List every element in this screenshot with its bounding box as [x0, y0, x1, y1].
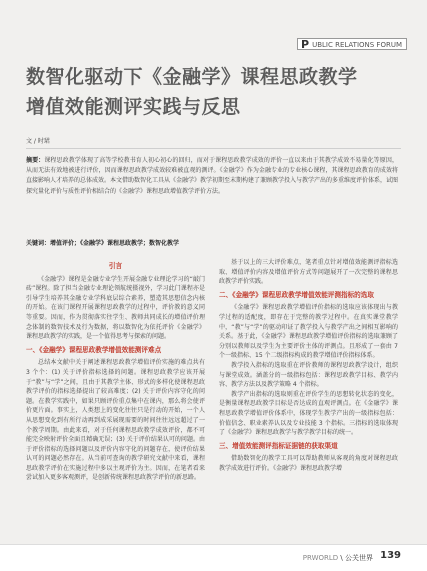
heading-section-2: 二、《金融学》课程思政教学增值效能评测指标的选取	[219, 290, 374, 299]
right-column	[219, 258, 398, 473]
keywords-label: 关键词：	[26, 240, 51, 247]
page-number: 139	[380, 550, 401, 561]
heading-section-3: 三、增值效能测评指标证据链的获取渠道	[219, 441, 338, 450]
author-byline: 文 / 时珺	[26, 138, 50, 145]
abstract-label: 摘要：	[26, 157, 45, 164]
column-header	[297, 38, 407, 50]
page-footer	[0, 544, 427, 571]
heading-intro: 引言	[108, 262, 123, 270]
heading-section-1: 一、《金融学》课程思政教学增值效能测评难点	[26, 345, 162, 354]
abstract-text: 课程思政教学体现了高等学校教书育人初心初心的回归，而对于课程思政教学成效的评价一直以来由于其教学成效不易量化等原因，从而无法有效地被进行评价，因而课程思政教学成效较难被直观的测评。《金融学》作为金融专业的专业核心课程，其课程思政教育的成效将直接影响人才培养的总体成效。本文借助数智化工具从《金融学》教学初期至末期构建了兼顾教学投入与教学产出的多重维度评价体系，试图探究量化评价与质性评价相结合的《金融学》课程思政增值教学评价方法。	[26, 157, 399, 195]
title-line-2: 增值效能测评实践与反思	[26, 96, 241, 118]
paragraph-section-2c: 教学产出指标的选取则重在评价学生的思想转化状态的变化，是衡量课程思政教学目标是否达成的直观评测点。在《金融学》课程思政教学增值评价体系中，体现学生教学产出的一级指标包括：价值信念、职业素养认以及专业技能 3 个指标。三指标的选取体现了《金融学》课程思政教学与教学教学目标的统一。	[219, 390, 398, 437]
title-line-1: 数智化驱动下《金融学》课程思政教学	[26, 66, 358, 88]
left-column	[26, 258, 205, 483]
article-title	[26, 62, 401, 122]
paragraph-intro: 《金融学》课程是金融专业学生开展金融专业理论学习的“敲门砖”课程。除了担当金融专业理论领航统摄视外，学习此门课程亦是引导学生培养其金融专业学科底层综合素养，塑造其思想信念内核的开始。在该门课程开展课程思政教学的过程中，评价教的意义同等重要。因而，作为贯彻落实往学生、教师共同成长的增值评价理念体制的数智技术及行为数据，将以数智化为依托评价《金融学》课程思政教学的实践，是一个值得思考与探索的问题。	[26, 275, 205, 341]
paragraph-section-1: 总结本文献中关于阐述课程思政教学增值评价实施的难点共有 3 个个：(1) 关于评价指标选择的问题。课程思政教学应该开展于“教”与“学”之间，且由于其教学主体、形式的多样化使课程思政教学评价的指标选择提出了较高难度；(2) 关于评价内容守化的问题。在教学实践中，如果只顾评价重点集中在课内，那么将会使评价更片面。事实上，人类想上的变化往往只是行动的开始，一个人从思想变化到有所行动再到成采展现需要的时间往往远远超过了一个教学周期。由此来看，对于任何课程思政教学成效评价，都不可能完全映射评价全面且精确无误；(3) 关于评价结果认可的问题。由于评价指标的选择问题以及评价内容守化的问题存在，使评价结果认可的问题必然存在。从当前可查询的教学研究文献中来看，课程思政教学评价在实施过程中多以主观评价为主。因而，在笔者看来尝试加入更多客观测评，是创新传统课程思政教学评价的新思路。	[26, 359, 205, 482]
paragraph-section-2a: 《金融学》课程思政教学增值评价指标的选取应该体现出与教学过程的适配度，即存在于完整的教学过程中。在真实课堂教学中，“教”与“学”的驱动印证了教学投入与教学产出之间相互影响的关系。基于此，《金融学》课程思政教学增值评价指标的选取兼顾了分别以教师以及学生为主要评价主体的评测点。且形成了一套由 7 个一级指标、15 个二级指标构成的教学增值评价指标体系。	[219, 304, 398, 360]
footer-brand-prefix: PRWORLD	[302, 554, 339, 562]
footer-brand-sep: \	[338, 554, 345, 562]
abstract	[26, 156, 398, 197]
keywords-text: 增值评价；《金融学》课程思政教学；数智化教学	[50, 240, 180, 247]
paragraph-continued: 基于以上的三大评价难点，笔者重点针对增值效能测评指标选取、增值评价内容及增值评价方式等问题展开了一次完整的课程思政教学评价实践。	[219, 259, 398, 286]
paragraph-section-2b: 教学投入指标的选取重在评价教师的课程思政教学设计，组织与课堂成效。涵盖分的一级指标包括：课程思政教学目标、教学内容、教学方法以及教学策略 4 个指标。	[219, 361, 398, 389]
footer-brand-name: 公关世界	[345, 554, 373, 562]
column-header-text: UBLIC RELATIONS FORUM	[312, 41, 402, 49]
divider	[26, 148, 401, 149]
paragraph-section-3: 借助数智化的教学工具可以帮助教师从客观的角度对课程思政教学成效进行评价。《金融学》课程思政教学增	[219, 455, 398, 472]
footer-brand	[303, 553, 373, 563]
keywords	[26, 238, 398, 247]
column-header-letter: P	[301, 38, 310, 51]
